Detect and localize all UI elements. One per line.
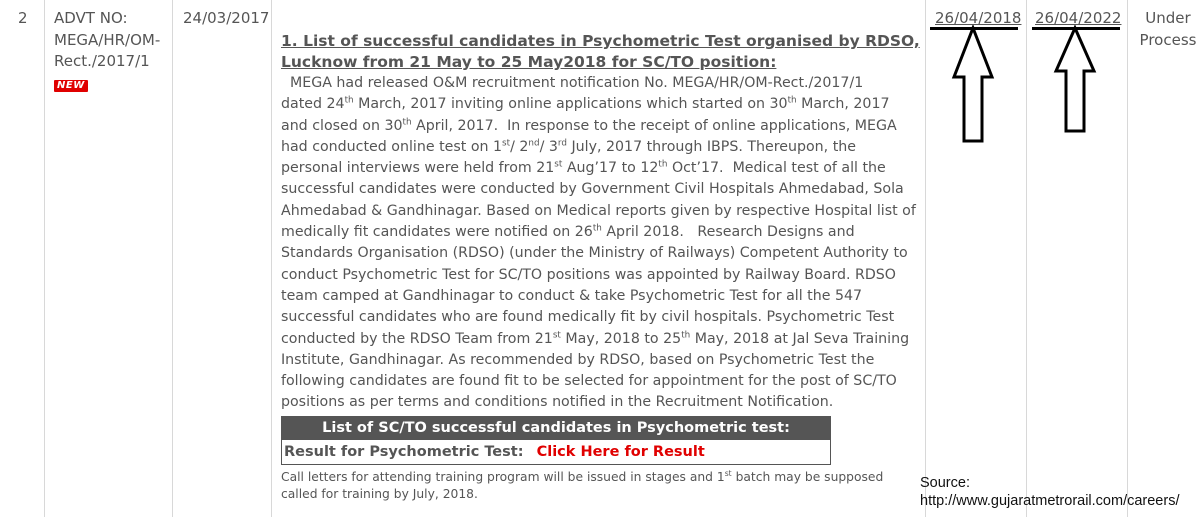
result-row	[282, 440, 831, 465]
source-label: Source:	[920, 475, 970, 491]
column-divider	[1127, 0, 1128, 517]
text-segment: team camped at Gandhinagar to conduct & take Psychometric Test for all the 547	[281, 287, 863, 304]
text-line	[281, 392, 926, 413]
column-divider	[271, 0, 272, 517]
superscript: st	[724, 468, 732, 478]
superscript: th	[787, 95, 797, 106]
superscript: th	[344, 95, 354, 106]
heading-line: Lucknow from 21 May to 25 May2018 for SC/TO position:	[281, 53, 777, 71]
text-segment: conducted by the RDSO Team from 21	[281, 330, 553, 347]
text-line	[281, 286, 926, 307]
text-line	[281, 116, 926, 137]
superscript: st	[552, 329, 561, 340]
advt-line: MEGA/HR/OM-	[54, 30, 161, 49]
text-segment: Standards Organisation (RDSO) (under the Ministry of Railways) Competent Authority to	[281, 245, 908, 262]
advt-line: Rect./2017/1	[54, 52, 150, 70]
date-cell-2: 26/04/2022	[1035, 9, 1122, 27]
text-segment: batch may be supposed	[731, 469, 884, 484]
text-segment: conduct Psychometric Test for SC/TO positions was appointed by Railway Board. RDSO	[281, 266, 896, 283]
source-url: http://www.gujaratmetrorail.com/careers/	[920, 493, 1180, 509]
superscript: st	[554, 159, 563, 170]
source-caption	[920, 474, 1179, 510]
text-segment: / 2	[510, 138, 529, 155]
superscript: th	[402, 116, 412, 127]
text-segment: May, 2018 to 25	[560, 330, 682, 347]
text-segment: successful candidates were conducted by Government Civil Hospitals Ahmedabad, Sola	[281, 181, 904, 198]
superscript: th	[658, 159, 668, 170]
text-line	[281, 371, 926, 392]
text-segment: medically fit candidates were notified on 26	[281, 224, 593, 241]
column-divider	[44, 0, 45, 517]
result-link[interactable]: Click Here for Result	[536, 443, 705, 460]
heading-line: 1. List of successful candidates in Psychometric Test organised by RDSO,	[281, 32, 920, 50]
up-arrow-icon	[1052, 25, 1098, 137]
text-segment: Call letters for attending training program will be issued in stages and 1	[281, 469, 725, 484]
new-badge: NEW	[54, 80, 88, 92]
text-line	[281, 158, 926, 179]
text-segment: March, 2017 inviting online applications which started on 30	[353, 96, 788, 113]
text-segment: following candidates are found fit to be selected for appointment for the post of SC/TO	[281, 373, 897, 390]
text-line	[281, 307, 926, 328]
status-cell	[1138, 8, 1198, 51]
text-segment: / 3	[539, 138, 558, 155]
text-line	[281, 265, 926, 286]
text-segment: personal interviews were held from 21	[281, 160, 555, 177]
notice-heading[interactable]	[281, 31, 926, 73]
text-segment: and closed on 30	[281, 117, 403, 134]
text-segment: March, 2017	[796, 96, 890, 113]
superscript: th	[592, 223, 602, 234]
text-segment: called for training by July, 2018.	[281, 486, 478, 501]
posted-date: 24/03/2017	[183, 9, 270, 27]
superscript: st	[502, 138, 511, 149]
training-note	[281, 469, 901, 503]
text-line	[281, 350, 926, 371]
text-line	[281, 222, 926, 243]
text-line	[281, 201, 926, 222]
advt-line: ADVT NO:	[54, 9, 128, 27]
up-arrow-icon	[950, 25, 996, 145]
superscript: nd	[528, 138, 540, 149]
superscript: th	[681, 329, 691, 340]
text-line	[281, 486, 901, 503]
date-cell-1: 26/04/2018	[935, 9, 1022, 27]
column-divider	[1026, 0, 1027, 517]
serial-number: 2	[18, 9, 28, 27]
text-segment: Ahmedabad & Gandhinagar. Based on Medical reports given by respective Hospital list of	[281, 202, 916, 219]
text-line	[281, 243, 926, 264]
advertisement-number	[54, 8, 174, 94]
text-segment: April 2018. Research Designs and	[601, 224, 855, 241]
text-line	[281, 137, 926, 158]
text-line	[281, 469, 901, 486]
text-segment: successful candidates who are found medically fit by civil hospitals. Psychometric Test	[281, 309, 895, 326]
text-segment: Aug’17 to 12	[562, 160, 659, 177]
text-segment: dated 24	[281, 96, 345, 113]
text-segment: MEGA had released O&M recruitment notification No. MEGA/HR/OM-Rect./2017/1	[281, 75, 864, 91]
text-line	[281, 73, 926, 94]
text-segment: Institute, Gandhinagar. As recommended by RDSO, based on Psychometric Test the	[281, 351, 875, 368]
result-table-title: List of SC/TO successful candidates in Psychometric test:	[282, 416, 831, 440]
superscript: rd	[557, 138, 567, 149]
notice-body	[281, 73, 926, 414]
text-segment: positions as per terms and conditions notified in the Recruitment Notification.	[281, 394, 834, 411]
text-segment: April, 2017. In response to the receipt of online applications, MEGA	[411, 117, 897, 134]
text-line	[281, 94, 926, 115]
result-table	[281, 416, 831, 465]
text-segment: July, 2017 through IBPS. Thereupon, the	[566, 138, 856, 155]
status-line: Process	[1139, 30, 1197, 49]
text-line	[281, 179, 926, 200]
text-segment: Oct’17. Medical test of all the	[667, 160, 886, 177]
text-segment: May, 2018 at Jal Seva Training	[690, 330, 910, 347]
status-line: Under	[1145, 9, 1191, 27]
text-segment: had conducted online test on 1	[281, 138, 503, 155]
result-label: Result for Psychometric Test:	[284, 443, 524, 460]
detail-cell	[281, 31, 926, 503]
text-line	[281, 329, 926, 350]
